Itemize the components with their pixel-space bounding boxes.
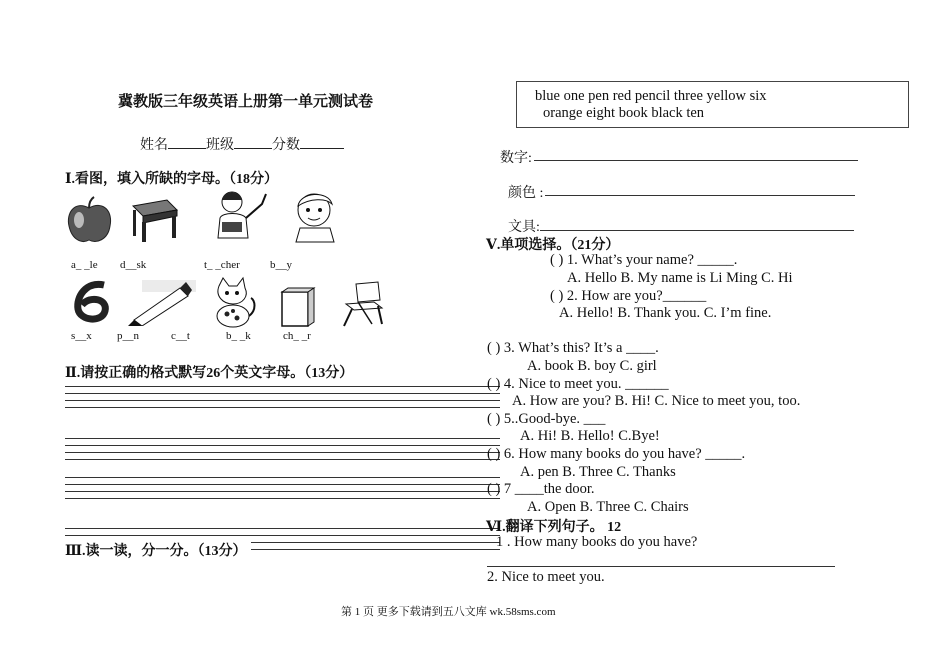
word-desk: d__sk [120,259,147,271]
question-3: ( ) 3. What’s this? It’s a ____. [487,340,659,356]
class-blank[interactable] [234,134,272,149]
question-5: ( ) 5..Good-bye. ___ [487,411,606,427]
six-picture [72,279,114,325]
word-cat: c__t [171,330,190,342]
translate-sentence-1: 1 . How many books do you have? [496,534,698,550]
page-title: 冀教版三年级英语上册第一单元测试卷 [118,94,374,110]
word-teacher: t_ _cher [204,259,240,271]
name-blank[interactable] [168,134,206,149]
numbers-label: 数字: [500,151,532,166]
boy-picture [290,188,342,244]
question-5-options: A. Hi! B. Hello! C.Bye! [520,428,660,444]
class-label: 班级 [206,138,234,153]
section6-heading: Ⅵ.翻译下列句子。 12 [486,520,622,535]
question-1: ( ) 1. What’s your name? _____. [550,252,738,268]
word-six: s__x [71,330,92,342]
question-6-options: A. pen B. Three C. Thanks [520,464,676,480]
word-book: b_ _k [226,330,251,342]
question-1-options: A. Hello B. My name is Li Ming C. Hi [567,270,793,286]
numbers-answer-line[interactable] [534,160,858,161]
stationery-answer-line[interactable] [540,230,854,231]
score-label: 分数 [272,138,300,153]
chair-picture [338,280,388,328]
question-4: ( ) 4. Nice to meet you. ______ [487,376,669,392]
stationery-label: 文具: [508,220,540,235]
cat-picture [205,276,259,328]
student-info-line [140,134,344,154]
name-label: 姓名 [140,138,168,153]
colors-label: 颜色 : [508,186,544,201]
word-boy: b__y [270,259,292,271]
word-bank-line1: blue one pen red pencil three yellow six [535,88,767,104]
question-2-options: A. Hello! B. Thank you. C. I’m fine. [559,305,772,321]
question-7: ( ) 7 ____the door. [487,481,595,497]
book-picture [278,286,316,330]
colors-answer-line[interactable] [545,195,855,196]
apple-picture [64,196,114,246]
section5-heading: Ⅴ.单项选择。（21分） [486,238,620,253]
teacher-picture [210,188,270,246]
page-footer: 第 1 页 更多下载请到五八文库 wk.58sms.com [341,606,556,618]
word-apple: a_ _le [71,259,98,271]
question-2: ( ) 2. How are you?______ [550,288,707,304]
word-pen: p__n [117,330,139,342]
question-7-options: A. Open B. Three C. Chairs [527,499,689,515]
section3-heading: Ⅲ.读一读，分一分。（13分） [65,540,251,560]
translate-answer-line-1[interactable] [487,566,835,567]
question-6: ( ) 6. How many books do you have? _____. [487,446,746,462]
desk-picture [127,196,179,246]
question-3-options: A. book B. boy C. girl [527,358,657,374]
question-4-options: A. How are you? B. Hi! C. Nice to meet you, too. [512,393,801,409]
word-bank-line2: orange eight book black ten [543,105,705,121]
section1-heading: Ⅰ.看图，填入所缺的字母。（18分） [65,172,279,187]
pen-picture [120,276,196,326]
section2-heading: Ⅱ.请按正确的格式默写26个英文字母。（13分） [65,366,354,381]
translate-sentence-2: 2. Nice to meet you. [487,569,605,585]
word-chair: ch_ _r [283,330,311,342]
score-blank[interactable] [300,134,344,149]
